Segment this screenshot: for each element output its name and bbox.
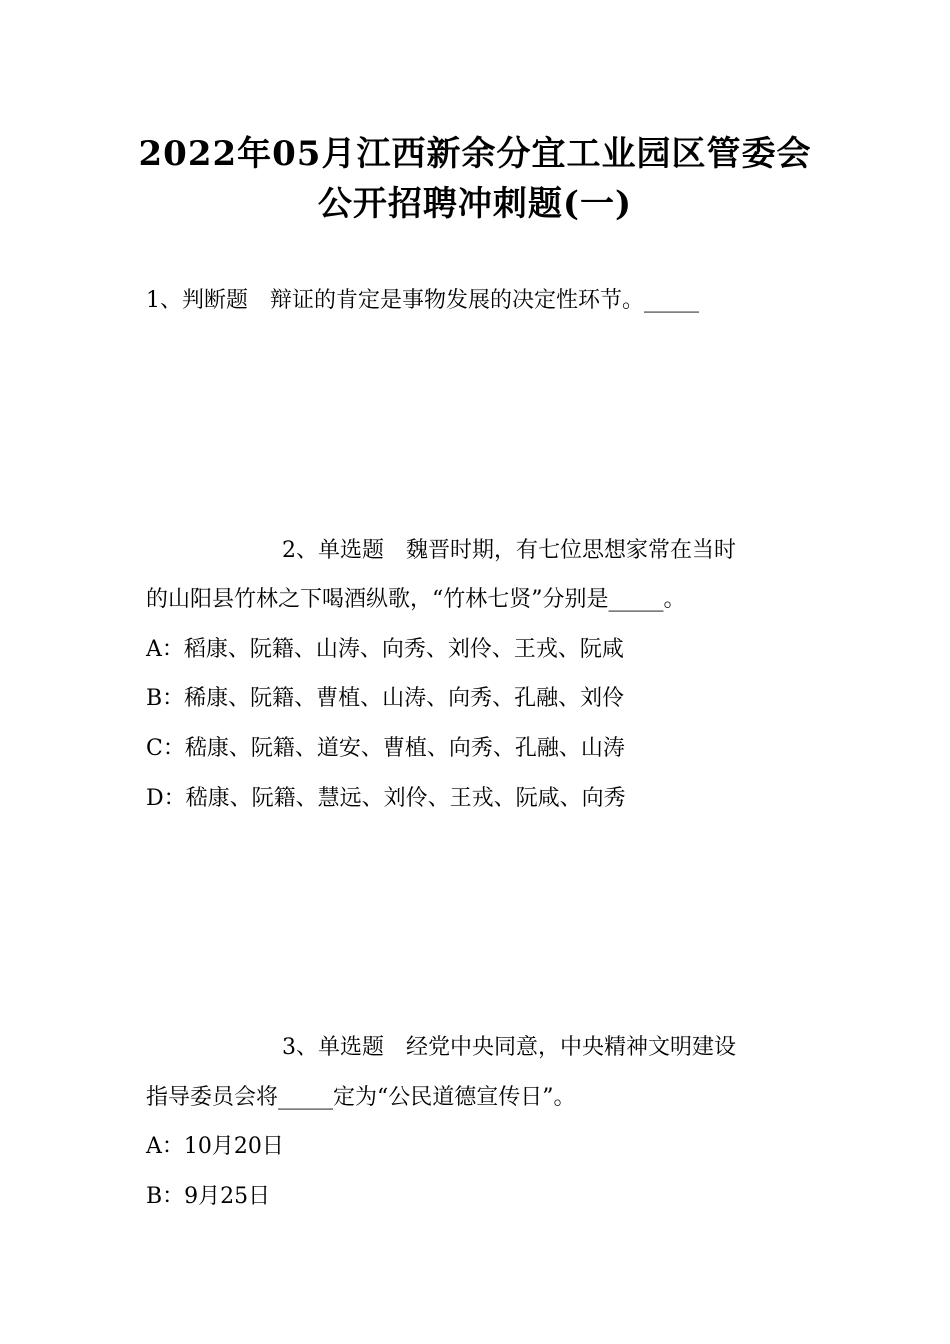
- question-3-head: [282, 1033, 736, 1063]
- question-3-text-line-2: 指导委员会将_____定为“公民道德宣传日”。: [146, 1085, 576, 1110]
- question-number: 3、: [282, 1035, 318, 1060]
- question-2-option-d: D：嵇康、阮籍、慧远、刘伶、王戎、阮咸、向秀: [146, 786, 626, 811]
- question-1: [146, 286, 699, 316]
- question-2-option-c: C：嵇康、阮籍、道安、曹植、向秀、孔融、山涛: [146, 736, 625, 761]
- document-title-line-1: 2022年05月江西新余分宜工业园区管委会: [138, 134, 812, 174]
- question-3-option-a: A：10月20日: [146, 1134, 284, 1159]
- question-3-option-b: B：9月25日: [146, 1184, 271, 1209]
- question-2-option-b: B：稀康、阮籍、曹植、山涛、向秀、孔融、刘伶: [146, 686, 625, 711]
- question-type: 单选题: [318, 538, 385, 563]
- question-text-line-1: 魏晋时期，有七位思想家常在当时: [406, 538, 737, 563]
- question-type: 单选题: [318, 1035, 385, 1060]
- question-number: 2、: [282, 538, 318, 563]
- question-2-head: [282, 536, 736, 566]
- question-2-text-line-2: 的山阳县竹林之下喝酒纵歌，“竹林七贤”分别是_____。: [146, 587, 686, 612]
- question-text-line-1: 经党中央同意，中央精神文明建设: [406, 1035, 737, 1060]
- document-title-line-2: 公开招聘冲刺题(一): [317, 184, 633, 224]
- question-number: 1、: [146, 288, 182, 313]
- question-text: 辩证的肯定是事物发展的决定性环节。_____: [270, 288, 700, 313]
- question-type: 判断题: [182, 288, 249, 313]
- question-2-option-a: A：稻康、阮籍、山涛、向秀、刘伶、王戎、阮咸: [146, 637, 624, 662]
